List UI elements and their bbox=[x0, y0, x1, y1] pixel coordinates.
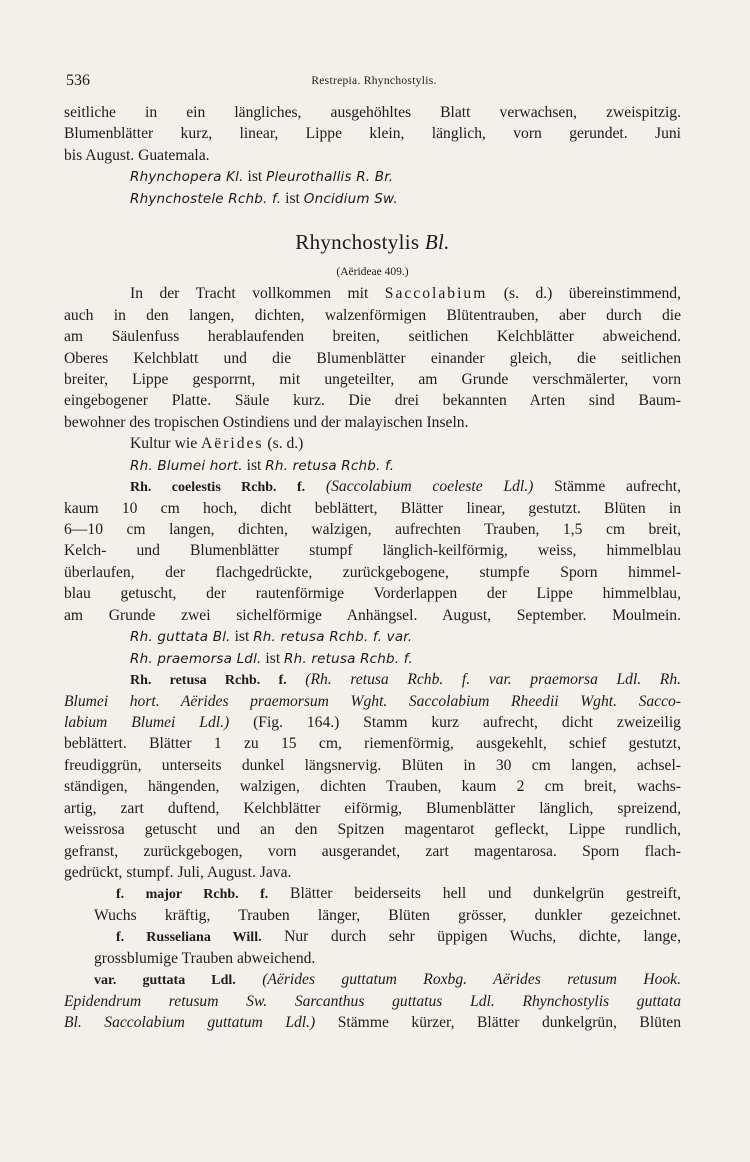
text-line: Kelch- und Blumenblätter stumpf länglich-keilförmig, weiss, himmelblau bbox=[64, 542, 681, 560]
text-line: grossblumige Trauben abweichend. bbox=[94, 949, 316, 967]
form-name: f. major Rchb. f. bbox=[116, 887, 269, 903]
form-name: f. Russeliana Will. bbox=[116, 930, 262, 946]
text-line: kaum 10 cm hoch, dicht beblättert, Blätter linear, gestutzt. Blüten in bbox=[64, 499, 681, 517]
cross-reference: Rh. Blumei hort. ist Rh. retusa Rchb. f. bbox=[130, 456, 395, 474]
variety-name: var. guttata Ldl. bbox=[94, 973, 236, 989]
paragraph-line: bewohner des tropischen Ostindiens und der malayischen Inseln. bbox=[64, 413, 469, 431]
text-line: Wuchs kräftig, Trauben länger, Blüten grösser, dunkler gezeichnet. bbox=[94, 906, 681, 924]
genus-author: Bl. bbox=[424, 230, 450, 255]
text-line: artig, zart duftend, Kelchblätter eiförmig, Blumenblätter länglich, spreizend, bbox=[64, 799, 681, 817]
text-line: Epidendrum retusum Sw. Sarcanthus guttatus Ldl. Rhynchostylis guttata bbox=[64, 992, 681, 1010]
paragraph-line: auch in den langen, dichten, walzenförmigen Blütentrauben, aber durch die bbox=[64, 306, 681, 324]
cross-reference: Rh. guttata Bl. ist Rh. retusa Rchb. f. var. bbox=[130, 628, 413, 646]
kultur-line: Kultur wie Aërides (s. d.) bbox=[130, 435, 304, 453]
text-line: blau getuscht, der rautenförmige Vorderlappen der Lippe himmelblau, bbox=[64, 585, 681, 603]
running-head: Restrepia. Rhynchostylis. bbox=[311, 75, 437, 87]
cross-reference: Rhynchostele Rchb. f. ist Oncidium Sw. bbox=[130, 189, 398, 207]
text-line: labium Blumei Ldl.) (Fig. 164.) Stamm kurz aufrecht, dicht zweizeilig bbox=[64, 713, 681, 731]
page-number: 536 bbox=[66, 72, 90, 89]
cross-reference: Rh. praemorsa Ldl. ist Rh. retusa Rchb. f. bbox=[130, 649, 413, 667]
paragraph-line: breiter, Lippe gesporrnt, mit ungeteilter, am Grunde verschmälerter, vorn bbox=[64, 370, 681, 388]
text-line: überlaufen, der flachgedrückte, zurückgebogene, stumpfe Sporn himmel- bbox=[64, 563, 681, 581]
text-line: seitliche in ein längliches, ausgehöhltes Blatt verwachsen, zweispitzig. bbox=[64, 104, 681, 121]
genus-subtitle: (Aërideae 409.) bbox=[336, 266, 409, 279]
genus-heading bbox=[64, 209, 681, 263]
text-line: beblättert. Blätter 1 zu 15 cm, riemenförmig, ausgekehlt, schief gestutzt, bbox=[64, 735, 681, 753]
paragraph-line: In der Tracht vollkommen mit Saccolabium (s. d.) übereinstimmend, bbox=[130, 285, 681, 303]
body-text bbox=[64, 102, 681, 1034]
cross-reference: Rhynchopera Kl. ist Pleurothallis R. Br. bbox=[130, 168, 394, 186]
text-line: 6—10 cm langen, dichten, walzigen, aufrechten Trauben, 1,5 cm breit, bbox=[64, 521, 681, 538]
paragraph-line: eingebogener Platte. Säule kurz. Die drei bekannten Arten sind Baum- bbox=[64, 392, 681, 410]
text-line: gefranst, zurückgebogen, vorn ausgerandet, zart magentarosa. Sporn flach- bbox=[64, 842, 681, 860]
text-line: Blumenblätter kurz, linear, Lippe klein, länglich, vorn gerundet. Juni bbox=[64, 125, 681, 143]
text-line: weissrosa getuscht und an den Spitzen magentarot gefleckt, Lippe rundlich, bbox=[64, 821, 681, 839]
paragraph-line: Oberes Kelchblatt und die Blumenblätter einander gleich, die seitlichen bbox=[64, 349, 681, 367]
form-entry: f. major Rchb. f. Blätter beiderseits hell und dunkelgrün gestreift, bbox=[116, 885, 682, 903]
text-line: bis August. Guatemala. bbox=[64, 146, 210, 164]
text-line: gedrückt, stumpf. Juli, August. Java. bbox=[64, 864, 292, 881]
species-name: Rh. retusa Rchb. f. bbox=[130, 673, 287, 689]
species-entry: Rh. retusa Rchb. f. (Rh. retusa Rchb. f. var. praemorsa Ldl. Rh. bbox=[130, 671, 682, 689]
variety-entry: var. guttata Ldl. (Aërides guttatum Roxbg. Aërides retusum Hook. bbox=[94, 971, 681, 989]
text-line: Bl. Saccolabium guttatum Ldl.) Stämme kürzer, Blätter dunkelgrün, Blüten bbox=[64, 1014, 682, 1032]
text-line: freudiggrün, unterseits dunkel längsnervig. Blüten in 30 cm langen, achsel- bbox=[64, 756, 681, 774]
species-name: Rh. coelestis Rchb. f. bbox=[130, 480, 306, 496]
paragraph-line: am Säulenfuss herablaufenden breiten, seitlichen Kelchblätter abweichend. bbox=[64, 328, 681, 346]
page-header bbox=[66, 72, 682, 94]
text-line: am Grunde zwei sichelförmige Anhängsel. August, September. Moulmein. bbox=[64, 606, 681, 624]
genus-name: Rhynchostylis bbox=[295, 230, 420, 255]
text-line: ständigen, hängenden, walzigen, dichten Trauben, kaum 2 cm breit, wachs- bbox=[64, 778, 681, 796]
text-line: Blumei hort. Aërides praemorsum Wght. Saccolabium Rheedii Wght. Sacco- bbox=[64, 692, 681, 710]
species-entry: Rh. coelestis Rchb. f. (Saccolabium coeleste Ldl.) Stämme aufrecht, bbox=[130, 478, 681, 496]
form-entry: f. Russeliana Will. Nur durch sehr üppigen Wuchs, dichte, lange, bbox=[116, 928, 681, 946]
